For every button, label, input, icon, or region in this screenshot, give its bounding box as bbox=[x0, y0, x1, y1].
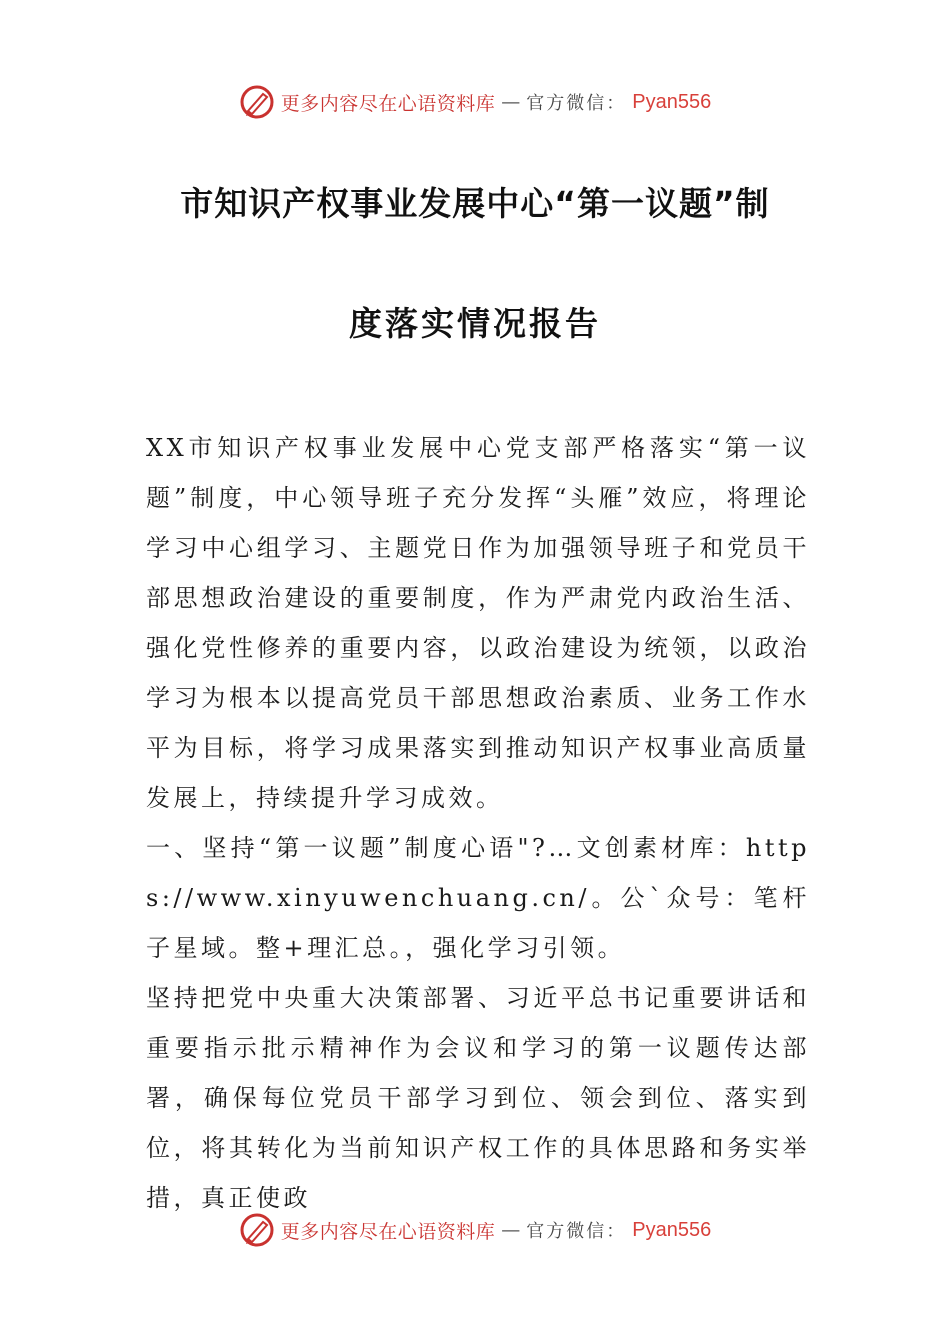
watermark-header bbox=[0, 82, 950, 122]
document-title-line-2: 度落实情况报告 bbox=[349, 304, 601, 343]
watermark-account: Pyan556 bbox=[632, 1218, 712, 1241]
watermark-label: 官方微信： bbox=[526, 1221, 627, 1242]
paragraph-section-content: 坚持把党中央重大决策部署、习近平总书记重要讲话和重要指示批示精神作为会议和学习的第一议题传达部署，确保每位党员干部学习到位、领会到位、落实到位，将其转化为当前知识产权工作的具体思路和务实举措，真正使政 bbox=[146, 984, 810, 1212]
paragraph-section-heading: 一、坚持“第一议题”制度心语"?…文创素材库：https://www.xinyuwenchuang.cn/。公`众号：笔杆子星域。整+理汇总。，强化学习引领。 bbox=[146, 834, 810, 962]
watermark-separator: — bbox=[501, 91, 521, 113]
watermark-separator: — bbox=[501, 1219, 521, 1241]
watermark-text: 更多内容尽在心语资料库 bbox=[280, 1220, 496, 1243]
paragraph-intro: XX市知识产权事业发展中心党支部严格落实“第一议题”制度，中心领导班子充分发挥“头雁”效应，将理论学习中心组学习、主题党日作为加强领导班子和党员干部思想政治建设的重要制度，作为严肃党内政治生活、强化党性修养的重要内容，以政治建设为统领，以政治学习为根本以提高党员干部思想政治素质、业务工作水平为目标，将学习成果落实到推动知识产权事业高质量发展上，持续提升学习成效。 bbox=[146, 434, 810, 812]
document-title-line-1: 市知识产权事业发展中心“第一议题”制 bbox=[180, 184, 770, 223]
pen-logo-icon bbox=[239, 1212, 275, 1248]
watermark-label: 官方微信： bbox=[526, 93, 627, 114]
watermark-footer bbox=[0, 1210, 950, 1250]
watermark-account: Pyan556 bbox=[632, 90, 712, 113]
document-body bbox=[146, 423, 810, 1223]
pen-logo-icon bbox=[239, 84, 275, 120]
watermark-text: 更多内容尽在心语资料库 bbox=[280, 92, 496, 115]
